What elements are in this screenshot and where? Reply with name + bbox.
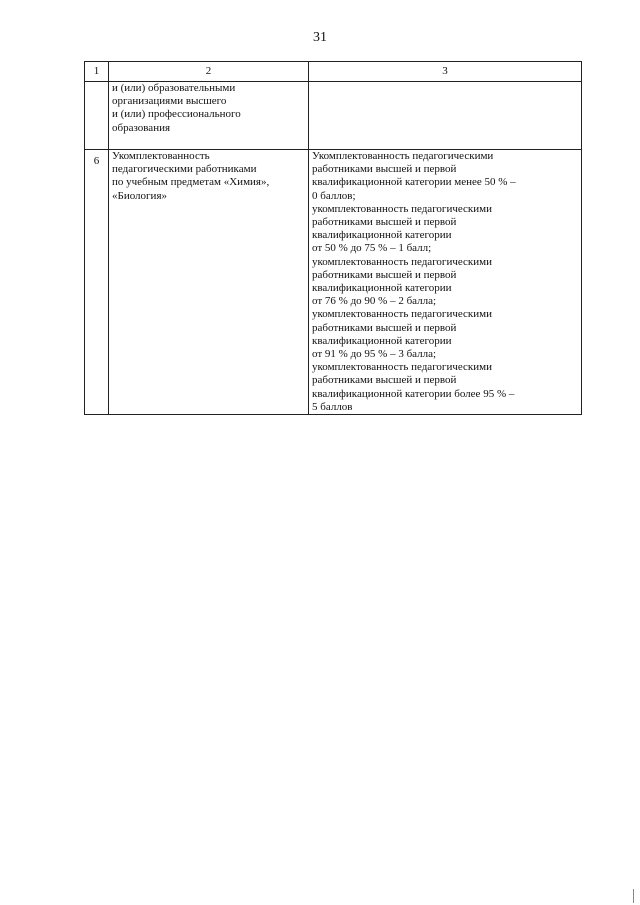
text-line: укомплектованность педагогическими bbox=[312, 255, 492, 268]
column-header-2: 2 bbox=[109, 62, 309, 82]
text-line: квалификационной категории более 95 % – bbox=[312, 387, 515, 400]
text-line: 0 баллов; bbox=[312, 189, 356, 202]
text-line: от 76 % до 90 % – 2 балла; bbox=[312, 295, 437, 308]
text-line: педагогическими работниками bbox=[112, 163, 257, 176]
text-line: Укомплектованность bbox=[112, 150, 210, 162]
text-line: по учебным предметам «Химия», bbox=[112, 176, 270, 189]
text-line: укомплектованность педагогическими bbox=[312, 202, 492, 215]
criteria-table bbox=[84, 61, 582, 415]
page-number: 31 bbox=[313, 30, 327, 45]
text-line: укомплектованность педагогическими bbox=[312, 361, 492, 374]
text-line: квалификационной категории bbox=[312, 334, 452, 347]
text-line: организациями высшего bbox=[112, 95, 227, 108]
criterion-cell bbox=[109, 150, 309, 415]
text-line: работниками высшей и первой bbox=[312, 163, 457, 176]
row-number: 6 bbox=[85, 150, 109, 415]
text-line: 5 баллов bbox=[312, 400, 353, 413]
text-line: от 50 % до 75 % – 1 балл; bbox=[312, 242, 432, 255]
text-line: и (или) образовательными bbox=[112, 82, 236, 94]
table-row bbox=[85, 150, 582, 415]
scoring-cell bbox=[309, 150, 582, 415]
text-line: работниками высшей и первой bbox=[312, 216, 457, 229]
text-line: работниками высшей и первой bbox=[312, 268, 457, 281]
text-line: укомплектованность педагогическими bbox=[312, 308, 492, 321]
text-line: и (или) профессионального bbox=[112, 108, 241, 121]
continuation-number-cell bbox=[85, 82, 109, 150]
text-line: Укомплектованность педагогическими bbox=[312, 150, 494, 162]
text-line: работниками высшей и первой bbox=[312, 374, 457, 387]
text-line: работниками высшей и первой bbox=[312, 321, 457, 334]
scan-edge-mark bbox=[633, 889, 634, 903]
text-line: квалификационной категории bbox=[312, 282, 452, 295]
text-line: образования bbox=[112, 121, 171, 134]
continuation-scoring-cell bbox=[309, 82, 582, 150]
continuation-row bbox=[85, 82, 582, 150]
text-line: от 91 % до 95 % – 3 балла; bbox=[312, 348, 437, 361]
column-header-3: 3 bbox=[309, 62, 582, 82]
continuation-criterion-cell bbox=[109, 82, 309, 150]
column-header-1: 1 bbox=[85, 62, 109, 82]
text-line: «Биология» bbox=[112, 189, 168, 202]
text-line: квалификационной категории менее 50 % – bbox=[312, 176, 516, 189]
table-header-row bbox=[85, 62, 582, 82]
text-line: квалификационной категории bbox=[312, 229, 452, 242]
